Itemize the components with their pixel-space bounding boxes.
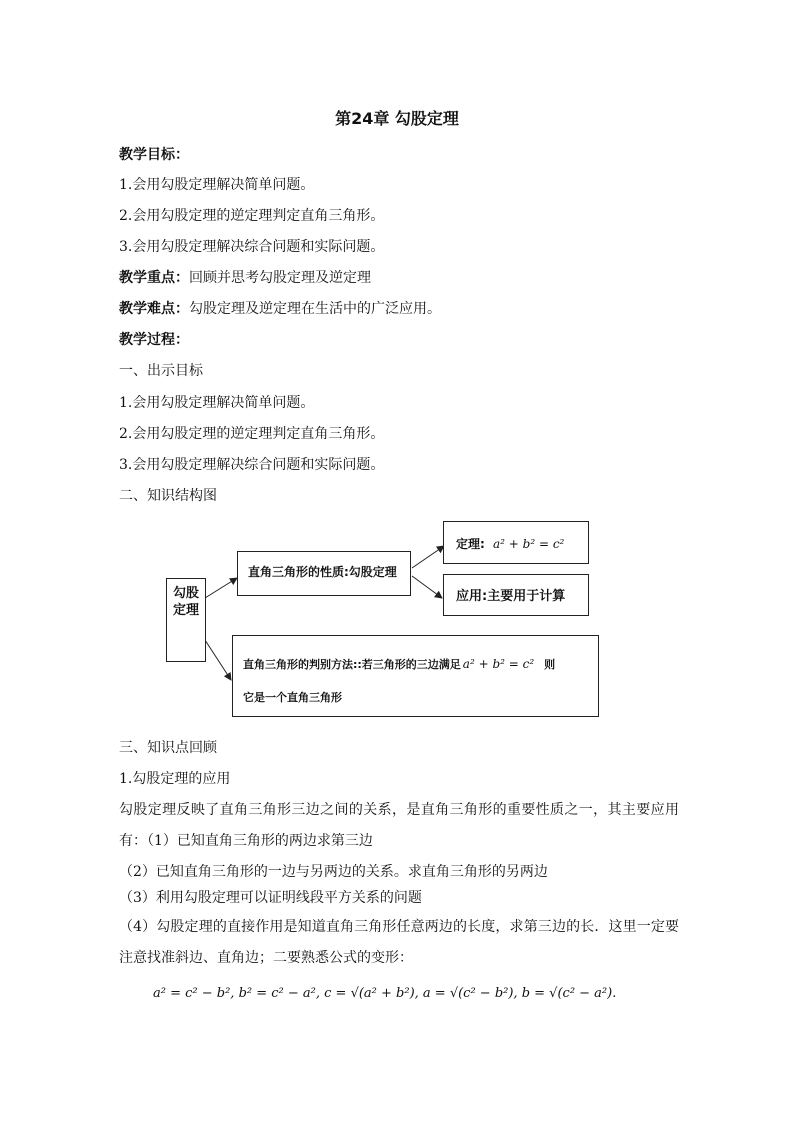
- root-box: [166, 578, 206, 662]
- goal-item-2: 2.会用勾股定理的逆定理判定直角三角形。: [119, 208, 385, 224]
- difficulty-text: 勾股定理及逆定理在生活中的广泛应用。: [189, 301, 441, 317]
- page-title: 第24章 勾股定理: [335, 109, 459, 128]
- goal-item-1: 1.会用勾股定理解决简单问题。: [119, 177, 315, 193]
- point1-paragraph: 勾股定理反映了直角三角形三边之间的关系，是直角三角形的重要性质之一，其主要应用有：（1）已知直角三角形的两边求第三边: [119, 802, 679, 849]
- arrow-to-criterion: [205, 640, 231, 680]
- root-label: 勾股定理: [172, 586, 199, 618]
- key-point-label: 教学重点：: [119, 270, 189, 286]
- formula-line: a² = c² − b², b² = c² − a², c = √(a² + b²), a = √(c² − b²), b = √(c² − a²).: [153, 986, 617, 1001]
- goals-heading: 教学目标：: [119, 147, 189, 163]
- section1-item-1: 1.会用勾股定理解决简单问题。: [119, 395, 315, 411]
- application-item-2: （2）已知直角三角形的一边与另两边的关系。求直角三角形的另两边: [119, 864, 548, 880]
- application-box: [443, 574, 589, 616]
- property-box: [237, 551, 411, 596]
- criterion-box: [232, 635, 599, 717]
- difficulty-label: 教学难点：: [119, 301, 189, 317]
- point1-title: 1.勾股定理的应用: [119, 771, 231, 787]
- theorem-line: [456, 535, 564, 552]
- theorem-label: 定理:: [456, 537, 485, 551]
- section2-heading: 二、知识结构图: [119, 488, 217, 504]
- section1-item-3: 3.会用勾股定理解决综合问题和实际问题。: [119, 457, 385, 473]
- application-item-3: （3）利用勾股定理可以证明线段平方关系的问题: [119, 890, 422, 906]
- criterion-line1: [243, 656, 555, 672]
- section3-heading: 三、知识点回顾: [119, 740, 217, 756]
- criterion-text: 直角三角形的判别方法::若三角形的三边满足: [243, 658, 461, 671]
- criterion-line2: 它是一个直角三角形: [243, 691, 342, 704]
- theorem-box: [443, 521, 589, 564]
- key-point-text: 回顾并思考勾股定理及逆定理: [189, 270, 371, 286]
- theorem-formula: a² + b² = c²: [493, 537, 565, 551]
- criterion-formula: a² + b² = c²: [462, 657, 535, 671]
- criterion-then: 则: [544, 658, 556, 671]
- arrow-to-theorem: [412, 546, 444, 568]
- process-heading: 教学过程：: [119, 332, 189, 348]
- goal-item-3: 3.会用勾股定理解决综合问题和实际问题。: [119, 239, 385, 255]
- arrow-to-property: [205, 578, 237, 598]
- section1-item-2: 2.会用勾股定理的逆定理判定直角三角形。: [119, 426, 385, 442]
- property-label: 直角三角形的性质:勾股定理: [248, 565, 397, 579]
- section1-heading: 一、出示目标: [119, 363, 203, 379]
- arrow-to-application: [412, 576, 442, 598]
- application-label: 应用:主要用于计算: [456, 589, 566, 604]
- application-item-4: （4）勾股定理的直接作用是知道直角三角形任意两边的长度，求第三边的长．这里一定要注意找准斜边、直角边；二要熟悉公式的变形：: [119, 919, 679, 966]
